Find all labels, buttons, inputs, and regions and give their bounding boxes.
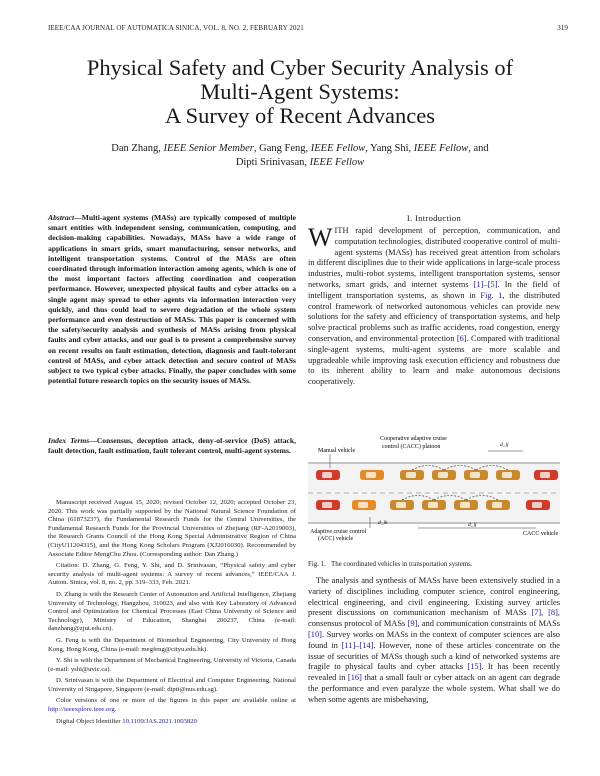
cacc-vehicle-l2-2 [390,500,414,510]
cite-10[interactable]: [10] [308,629,322,639]
author-zhang: Dan Zhang, IEEE Senior Member, Gang Feng, IEEE Fellow, Yang Shi, IEEE Fellow, and [111,143,489,154]
cacc-vehicle-l2-5 [486,500,510,510]
cite-9[interactable]: [9] [407,619,418,629]
section-heading: I. Introduction [406,213,462,223]
label-acc-2: (ACC) vehicle [318,536,354,542]
label-dij-top: d_ij [500,442,509,448]
manual-vehicle-l1-6 [534,470,558,480]
title-line-2: Multi-Agent Systems: [200,79,400,104]
title-line-1: Physical Safety and Cyber Security Analysis of [86,55,514,80]
intro-paragraph-1: WITH rapid development of perception, communication, and computation technologies, distributed cooperative control of multi-agent systems (MASs) has received great attention from scholars in different disciplines due to their wide applications in large-scale process industries, multi-robot systems, intelligent transportation systems, sensor networks, smart grids, and internet systems [1]–[5]. In the field of intelligent transportation systems, as shown in Fig. 1, the distributed control framework of networked autonomous vehicles can provide new solutions for the safety and efficiency of transportation systems, and help solve practical problems such as traffic accidents, road congestion, energy conservation, and environmental protection [6]. Compared with traditional single-agent systems, multi-agent systems are more scalable and upgradeable while improving task execution efficiency and robustness due to its inherent ability to learn and make autonomous decisions cooperatively. [308,223,560,387]
figure-1-vehicles [308,352,560,542]
cite-16[interactable]: [16] [347,673,362,683]
abstract-label: Abstract [48,213,75,222]
title-line-3: A Survey of Recent Advances [165,103,435,128]
footnote-feng: G. Feng is with the Department of Biomedical Engineering, City University of Hong Kong, Hong Kong, China (e-mail: megfeng@cityu.edu.hk). [48,636,296,653]
index-terms-text: —Consensus, deception attack, deny-of-service (DoS) attack, fault detection, fault estimation, fault tolerant control, multi-agent systems. [48,436,297,456]
label-cacc-platoon-2: control (CACC) platoon [382,444,441,450]
authors-line-1 [60,142,540,156]
footnote-srinivasan: D. Srinivasan is with the Department of Electrical and Computer Engineering, National University of Singapore, Singapore (e-mail: dipti@nus.edu.sg). [48,677,296,693]
cite-11-14[interactable]: [11]–[14] [341,640,374,650]
footnote-shi: Y. Shi is with the Department of Mechanical Engineering, University of Victoria, Canada (e-mail: yshi@uvic.ca). [48,657,296,673]
running-header: IEEE/CAA JOURNAL OF AUTOMATICA SINICA, VOL. 8, NO. 2, FEBRUARY 2021 [48,24,304,32]
ieeexplore-link[interactable]: http://ieeexplore.ieee.org [48,706,115,714]
label-cacc-platoon-1: Cooperative adaptive cruise [380,436,447,442]
label-dik: d_ik [378,520,388,526]
fig-1-ref[interactable]: Fig. 1 [480,290,503,300]
manual-vehicle-l1-0 [316,470,340,480]
cite-15[interactable]: [15] [467,662,482,672]
abstract-text: —Multi-agent systems (MASs) are typically composed of multiple smart entities with independent sensing, communication, computing, and decision-making capabilities. Nowadays, MASs have a wide range of applications in smart grids, smart manufacturing, sensor networks, and intelligent transportation systems. Control of the MASs are often coordinated through information interaction among agents, which is one of the most important factors affecting coordination and cooperation performance. However, unexpected physical faults and cyber attacks on a single agent may spread to other agents via information interaction very quickly, and thus could lead to severe degradation of the whole system performance and even destruction of MASs. This paper is concerned with the safety/security analysis and synthesis of MASs arising from physical faults and cyber attacks, and our goal is to present a comprehensive survey on recent results on fault estimation, detection, diagnosis and fault-tolerant control of MASs, and cyber attack detection and secure control of MASs subject to two typical cyber attacks. Finally, the paper concludes with some potential future research topics on the security issues of MASs. [48,213,296,386]
acc-vehicle-l1-1 [360,470,384,480]
cacc-vehicle-l1-4 [464,470,488,480]
manual-vehicle-l2-6 [526,500,550,510]
footnote-received: Manuscript received August 15, 2020; revised October 12, 2020; accepted October 23, 2020. This work was partially supported by the National Natural Science Foundation of China (61873237), the Fundamental Research Funds for the Central Universities, the Fundamental Research Funds for the Provincial Universities of Zhejiang (RF-A2019003), the Research Grants Council of the Hong Kong Special Administrative Region of China (CityU11204315), and the Hong Kong Scholars Program (XJ2016030). Recommended by Associate Editor MengChu Zhou. (Corresponding author: Dan Zhang.) [48,499,296,558]
abstract [48,213,296,386]
cacc-vehicle-l1-5 [496,470,520,480]
cacc-vehicle-l1-3 [432,470,456,480]
doi-link[interactable]: 10.1109/JAS.2021.1003820 [122,717,197,725]
intro-paragraph-2: The analysis and synthesis of MASs have been extensively studied in a variety of disciplines including computer science, control engineering, electrical engineering, and civil engineering. Existing survey articles present discussions on communication mechanism of MASs [7], [8], consensus protocol of MASs [9], and communication constraints of MASs [10]. Survey works on MASs in the context of computer sciences are also found in [11]–[14]. However, none of these articles concentrate on the issue of securities of MASs though such a kind of networked systems are fragile to physical faults and cyber attacks [15]. It has been recently revealed in [16] that a small fault or cyber attack on an agent can degrade the performance and even paralyze the whole system. What shall we do when some agents are misbehaving, [308,576,561,704]
index-terms [48,436,296,456]
author-list [60,142,540,169]
page-number: 319 [557,24,568,32]
acc-vehicle-l2-1 [352,500,376,510]
cacc-vehicle-l2-3 [422,500,446,510]
cite-6[interactable]: [6] [456,333,467,343]
cite-1-5[interactable]: [1]–[5] [473,279,498,289]
manual-vehicle-l2-0 [316,500,340,510]
footnotes [48,499,296,729]
figure-caption: Fig. 1. The coordinated vehicles in transportation systems. [308,561,473,568]
footnote-zhang: D. Zhang is with the Research Center of Automation and Artificial Intelligence, Zhejiang University of Technology, Hangzhou, 310023, and also with Key Laboratory of Advanced Control and Optimization for Chemical Processes (East China University of Science and Technology), Ministry of Education, Shanghai 200237, China (e-mail: danzhang@zjut.edu.cn). [48,590,296,633]
drop-cap: W [308,223,333,252]
label-acc-1: Adaptive cruise control [310,529,367,535]
label-dij-bottom: d_ij [468,522,477,528]
cacc-vehicle-l1-2 [400,470,424,480]
footnote-doi: Digital Object Identifier 10.1109/JAS.2021.1003820 [56,717,197,725]
label-cacc-vehicle: CACC vehicle [523,531,559,537]
paper-title [40,56,560,128]
footnote-citation: Citation: D. Zhang, G. Feng, Y. Shi, and D. Srinivasan, “Physical safety and cyber security analysis of multi-agent systems: A survey of recent advances,” IEEE/CAA J. Autom. Sinica, vol. 8, no. 2, pp. 319–333, Feb. 2021. [48,562,296,587]
index-terms-label: Index Terms [48,436,90,445]
cacc-vehicle-l2-4 [454,500,478,510]
footnote-color: Color versions of one or more of the figures in this paper are available online at http://ieeexplore.ieee.org. [48,697,296,714]
authors-line-2: Dipti Srinivasan, IEEE Fellow [235,156,365,168]
label-manual-vehicle: Manual vehicle [318,448,356,454]
cite-7[interactable]: [7] [531,608,542,618]
cite-8[interactable]: [8] [548,608,558,618]
